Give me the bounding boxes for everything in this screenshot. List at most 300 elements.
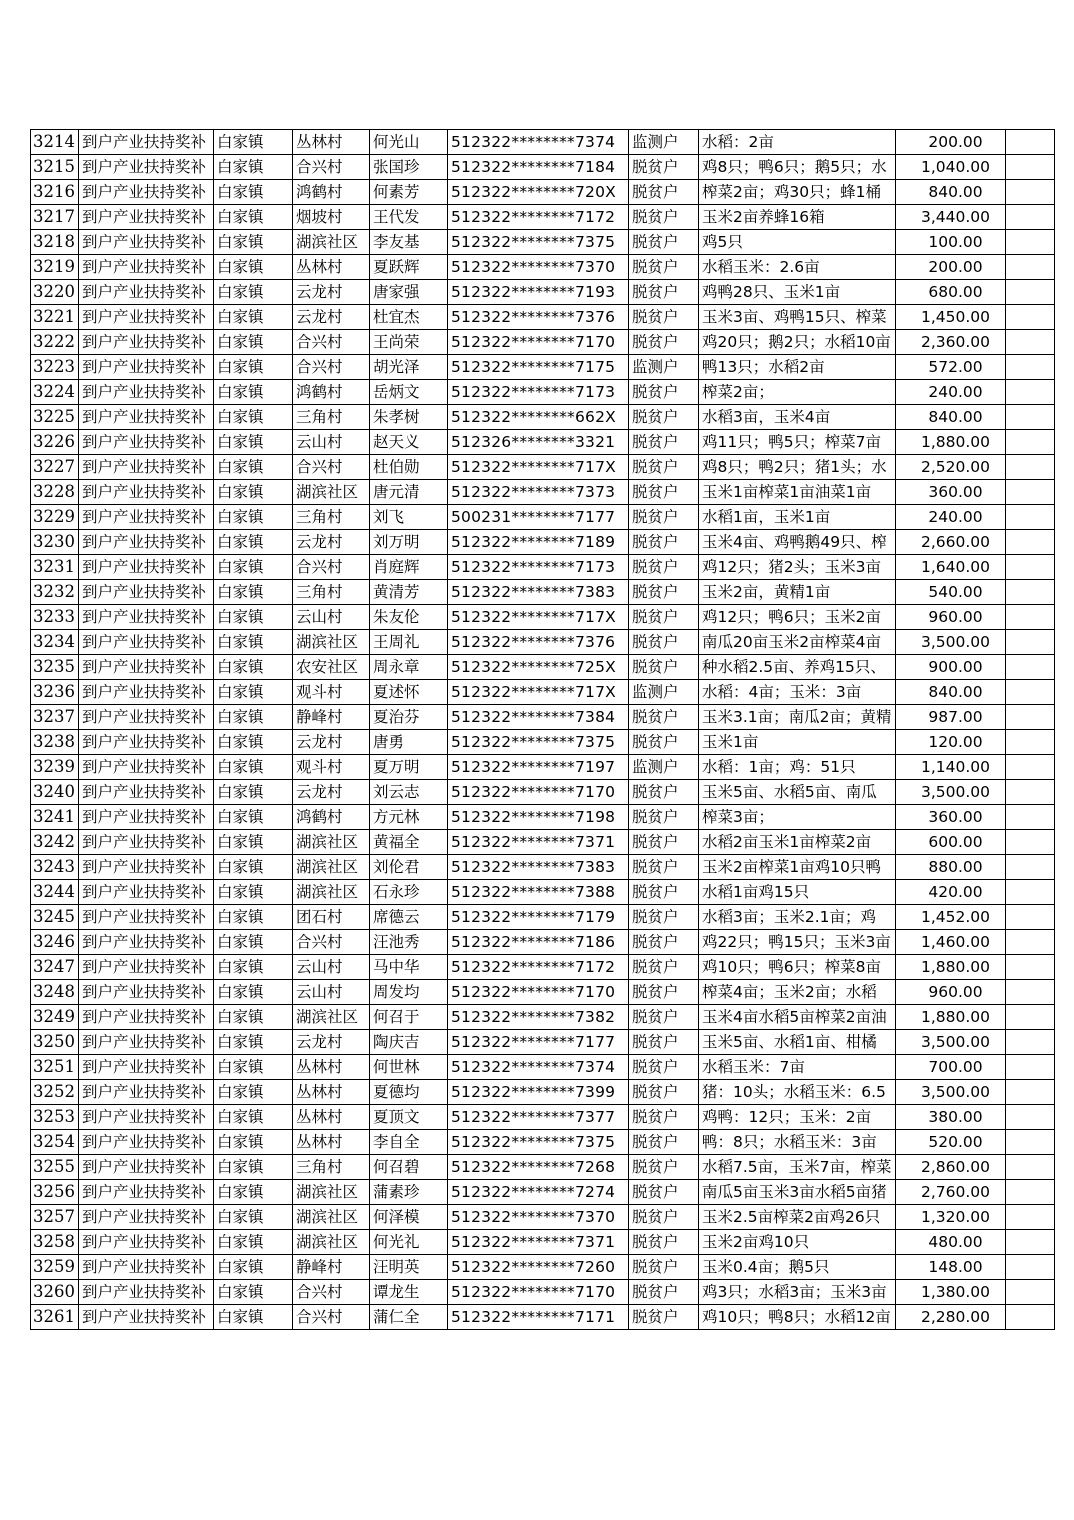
project-name-cell: 到户产业扶持奖补 <box>79 1130 214 1155</box>
amount-cell: 840.00 <box>895 405 1005 430</box>
project-name-cell: 到户产业扶持奖补 <box>79 1230 214 1255</box>
household-type-cell: 脱贫户 <box>629 1205 699 1230</box>
remark-cell <box>1005 455 1054 480</box>
industry-detail-cell: 水稻2亩玉米1亩榨菜2亩 <box>699 830 896 855</box>
village-cell: 湖滨社区 <box>293 1180 370 1205</box>
id-number-cell: 512322********7370 <box>448 255 629 280</box>
household-type-cell: 脱贫户 <box>629 1130 699 1155</box>
village-cell: 湖滨社区 <box>293 880 370 905</box>
project-name-cell: 到户产业扶持奖补 <box>79 855 214 880</box>
town-cell: 白家镇 <box>214 130 293 155</box>
village-cell: 合兴村 <box>293 455 370 480</box>
amount-cell: 1,040.00 <box>895 155 1005 180</box>
id-number-cell: 512322********7170 <box>448 330 629 355</box>
id-number-cell: 512322********725X <box>448 655 629 680</box>
amount-cell: 1,140.00 <box>895 755 1005 780</box>
amount-cell: 1,880.00 <box>895 430 1005 455</box>
person-name-cell: 王尚荣 <box>370 330 448 355</box>
project-name-cell: 到户产业扶持奖补 <box>79 1080 214 1105</box>
row-number-cell: 3218 <box>31 230 79 255</box>
id-number-cell: 512322********7388 <box>448 880 629 905</box>
id-number-cell: 512322********7274 <box>448 1180 629 1205</box>
household-type-cell: 脱贫户 <box>629 1055 699 1080</box>
town-cell: 白家镇 <box>214 1305 293 1330</box>
row-number-cell: 3261 <box>31 1305 79 1330</box>
household-type-cell: 脱贫户 <box>629 855 699 880</box>
town-cell: 白家镇 <box>214 1230 293 1255</box>
amount-cell: 540.00 <box>895 580 1005 605</box>
row-number-cell: 3243 <box>31 855 79 880</box>
industry-detail-cell: 玉米3亩、鸡鸭15只、榨菜 <box>699 305 896 330</box>
table-row <box>31 880 1055 905</box>
industry-detail-cell: 水稻7.5亩，玉米7亩，榨菜 <box>699 1155 896 1180</box>
person-name-cell: 谭龙生 <box>370 1280 448 1305</box>
row-number-cell: 3252 <box>31 1080 79 1105</box>
table-row <box>31 455 1055 480</box>
project-name-cell: 到户产业扶持奖补 <box>79 730 214 755</box>
person-name-cell: 黄清芳 <box>370 580 448 605</box>
household-type-cell: 脱贫户 <box>629 955 699 980</box>
town-cell: 白家镇 <box>214 980 293 1005</box>
household-type-cell: 脱贫户 <box>629 205 699 230</box>
id-number-cell: 500231********7177 <box>448 505 629 530</box>
project-name-cell: 到户产业扶持奖补 <box>79 255 214 280</box>
household-type-cell: 脱贫户 <box>629 380 699 405</box>
person-name-cell: 肖庭辉 <box>370 555 448 580</box>
table-row <box>31 1230 1055 1255</box>
row-number-cell: 3254 <box>31 1130 79 1155</box>
industry-detail-cell: 鸡10只；鸭6只；榨菜8亩 <box>699 955 896 980</box>
village-cell: 合兴村 <box>293 330 370 355</box>
town-cell: 白家镇 <box>214 780 293 805</box>
row-number-cell: 3232 <box>31 580 79 605</box>
village-cell: 云山村 <box>293 605 370 630</box>
table-row <box>31 405 1055 430</box>
id-number-cell: 512322********7175 <box>448 355 629 380</box>
village-cell: 合兴村 <box>293 555 370 580</box>
person-name-cell: 夏治芬 <box>370 705 448 730</box>
table-row <box>31 1005 1055 1030</box>
id-number-cell: 512322********7382 <box>448 1005 629 1030</box>
town-cell: 白家镇 <box>214 855 293 880</box>
industry-detail-cell: 鸭13只；水稻2亩 <box>699 355 896 380</box>
project-name-cell: 到户产业扶持奖补 <box>79 1005 214 1030</box>
amount-cell: 1,880.00 <box>895 955 1005 980</box>
village-cell: 云龙村 <box>293 730 370 755</box>
village-cell: 农安社区 <box>293 655 370 680</box>
household-type-cell: 脱贫户 <box>629 1280 699 1305</box>
amount-cell: 360.00 <box>895 805 1005 830</box>
amount-cell: 960.00 <box>895 980 1005 1005</box>
village-cell: 鸿鹤村 <box>293 380 370 405</box>
table-row <box>31 930 1055 955</box>
remark-cell <box>1005 930 1054 955</box>
town-cell: 白家镇 <box>214 180 293 205</box>
person-name-cell: 杜伯勋 <box>370 455 448 480</box>
remark-cell <box>1005 130 1054 155</box>
row-number-cell: 3239 <box>31 755 79 780</box>
person-name-cell: 石永珍 <box>370 880 448 905</box>
industry-detail-cell: 南瓜20亩玉米2亩榨菜4亩 <box>699 630 896 655</box>
amount-cell: 120.00 <box>895 730 1005 755</box>
id-number-cell: 512322********7170 <box>448 980 629 1005</box>
row-number-cell: 3248 <box>31 980 79 1005</box>
industry-detail-cell: 鸡鸭28只、玉米1亩 <box>699 280 896 305</box>
id-number-cell: 512326********3321 <box>448 430 629 455</box>
industry-detail-cell: 鸡鸭：12只；玉米：2亩 <box>699 1105 896 1130</box>
table-row <box>31 730 1055 755</box>
project-name-cell: 到户产业扶持奖补 <box>79 505 214 530</box>
table-row <box>31 655 1055 680</box>
row-number-cell: 3253 <box>31 1105 79 1130</box>
household-type-cell: 脱贫户 <box>629 655 699 680</box>
village-cell: 鸿鹤村 <box>293 805 370 830</box>
household-type-cell: 脱贫户 <box>629 155 699 180</box>
industry-detail-cell: 玉米1亩榨菜1亩油菜1亩 <box>699 480 896 505</box>
table-row <box>31 580 1055 605</box>
amount-cell: 600.00 <box>895 830 1005 855</box>
remark-cell <box>1005 630 1054 655</box>
village-cell: 合兴村 <box>293 355 370 380</box>
remark-cell <box>1005 755 1054 780</box>
project-name-cell: 到户产业扶持奖补 <box>79 230 214 255</box>
project-name-cell: 到户产业扶持奖补 <box>79 130 214 155</box>
project-name-cell: 到户产业扶持奖补 <box>79 1030 214 1055</box>
table-row <box>31 555 1055 580</box>
remark-cell <box>1005 430 1054 455</box>
village-cell: 丛林村 <box>293 1055 370 1080</box>
household-type-cell: 监测户 <box>629 680 699 705</box>
amount-cell: 2,520.00 <box>895 455 1005 480</box>
table-row <box>31 980 1055 1005</box>
table-row <box>31 505 1055 530</box>
household-type-cell: 脱贫户 <box>629 180 699 205</box>
amount-cell: 3,500.00 <box>895 780 1005 805</box>
table-row <box>31 1130 1055 1155</box>
town-cell: 白家镇 <box>214 1005 293 1030</box>
town-cell: 白家镇 <box>214 430 293 455</box>
table-row <box>31 255 1055 280</box>
village-cell: 云龙村 <box>293 780 370 805</box>
person-name-cell: 马中华 <box>370 955 448 980</box>
amount-cell: 3,500.00 <box>895 1080 1005 1105</box>
industry-detail-cell: 水稻：1亩；鸡：51只 <box>699 755 896 780</box>
project-name-cell: 到户产业扶持奖补 <box>79 455 214 480</box>
id-number-cell: 512322********7374 <box>448 1055 629 1080</box>
industry-detail-cell: 玉米1亩 <box>699 730 896 755</box>
household-type-cell: 脱贫户 <box>629 580 699 605</box>
household-type-cell: 脱贫户 <box>629 305 699 330</box>
id-number-cell: 512322********7177 <box>448 1030 629 1055</box>
project-name-cell: 到户产业扶持奖补 <box>79 805 214 830</box>
household-type-cell: 脱贫户 <box>629 530 699 555</box>
row-number-cell: 3214 <box>31 130 79 155</box>
project-name-cell: 到户产业扶持奖补 <box>79 930 214 955</box>
amount-cell: 1,640.00 <box>895 555 1005 580</box>
village-cell: 三角村 <box>293 405 370 430</box>
table-row <box>31 380 1055 405</box>
remark-cell <box>1005 380 1054 405</box>
amount-cell: 1,450.00 <box>895 305 1005 330</box>
person-name-cell: 蒲仁全 <box>370 1305 448 1330</box>
row-number-cell: 3219 <box>31 255 79 280</box>
town-cell: 白家镇 <box>214 1130 293 1155</box>
project-name-cell: 到户产业扶持奖补 <box>79 1255 214 1280</box>
person-name-cell: 何素芳 <box>370 180 448 205</box>
id-number-cell: 512322********7371 <box>448 1230 629 1255</box>
village-cell: 丛林村 <box>293 255 370 280</box>
village-cell: 三角村 <box>293 580 370 605</box>
project-name-cell: 到户产业扶持奖补 <box>79 705 214 730</box>
remark-cell <box>1005 1005 1054 1030</box>
village-cell: 静峰村 <box>293 705 370 730</box>
town-cell: 白家镇 <box>214 330 293 355</box>
town-cell: 白家镇 <box>214 555 293 580</box>
table-row <box>31 1180 1055 1205</box>
household-type-cell: 监测户 <box>629 130 699 155</box>
industry-detail-cell: 玉米2亩鸡10只 <box>699 1230 896 1255</box>
table-row <box>31 305 1055 330</box>
row-number-cell: 3256 <box>31 1180 79 1205</box>
amount-cell: 572.00 <box>895 355 1005 380</box>
id-number-cell: 512322********7374 <box>448 130 629 155</box>
remark-cell <box>1005 405 1054 430</box>
row-number-cell: 3259 <box>31 1255 79 1280</box>
project-name-cell: 到户产业扶持奖补 <box>79 830 214 855</box>
town-cell: 白家镇 <box>214 930 293 955</box>
project-name-cell: 到户产业扶持奖补 <box>79 780 214 805</box>
town-cell: 白家镇 <box>214 455 293 480</box>
id-number-cell: 512322********7170 <box>448 780 629 805</box>
industry-detail-cell: 水稻3亩，玉米4亩 <box>699 405 896 430</box>
remark-cell <box>1005 730 1054 755</box>
amount-cell: 880.00 <box>895 855 1005 880</box>
remark-cell <box>1005 280 1054 305</box>
id-number-cell: 512322********7268 <box>448 1155 629 1180</box>
industry-detail-cell: 鸡12只；猪2头；玉米3亩 <box>699 555 896 580</box>
id-number-cell: 512322********7376 <box>448 305 629 330</box>
project-name-cell: 到户产业扶持奖补 <box>79 355 214 380</box>
row-number-cell: 3237 <box>31 705 79 730</box>
village-cell: 湖滨社区 <box>293 855 370 880</box>
remark-cell <box>1005 905 1054 930</box>
household-type-cell: 脱贫户 <box>629 730 699 755</box>
id-number-cell: 512322********7376 <box>448 630 629 655</box>
town-cell: 白家镇 <box>214 1155 293 1180</box>
household-type-cell: 脱贫户 <box>629 630 699 655</box>
remark-cell <box>1005 330 1054 355</box>
table-row <box>31 705 1055 730</box>
household-type-cell: 脱贫户 <box>629 405 699 430</box>
row-number-cell: 3215 <box>31 155 79 180</box>
person-name-cell: 刘伦君 <box>370 855 448 880</box>
remark-cell <box>1005 955 1054 980</box>
industry-detail-cell: 玉米2亩榨菜1亩鸡10只鸭 <box>699 855 896 880</box>
project-name-cell: 到户产业扶持奖补 <box>79 1180 214 1205</box>
town-cell: 白家镇 <box>214 1255 293 1280</box>
row-number-cell: 3235 <box>31 655 79 680</box>
person-name-cell: 周永章 <box>370 655 448 680</box>
person-name-cell: 唐元清 <box>370 480 448 505</box>
row-number-cell: 3241 <box>31 805 79 830</box>
industry-detail-cell: 玉米4亩水稻5亩榨菜2亩油 <box>699 1005 896 1030</box>
household-type-cell: 脱贫户 <box>629 1180 699 1205</box>
person-name-cell: 席德云 <box>370 905 448 930</box>
table-row <box>31 630 1055 655</box>
person-name-cell: 汪明英 <box>370 1255 448 1280</box>
industry-detail-cell: 榨菜2亩；鸡30只；蜂1桶 <box>699 180 896 205</box>
town-cell: 白家镇 <box>214 755 293 780</box>
industry-detail-cell: 种水稻2.5亩、养鸡15只、 <box>699 655 896 680</box>
village-cell: 云山村 <box>293 980 370 1005</box>
industry-detail-cell: 水稻1亩鸡15只 <box>699 880 896 905</box>
row-number-cell: 3229 <box>31 505 79 530</box>
household-type-cell: 脱贫户 <box>629 880 699 905</box>
project-name-cell: 到户产业扶持奖补 <box>79 1055 214 1080</box>
person-name-cell: 刘云志 <box>370 780 448 805</box>
household-type-cell: 监测户 <box>629 755 699 780</box>
row-number-cell: 3223 <box>31 355 79 380</box>
id-number-cell: 512322********7384 <box>448 705 629 730</box>
village-cell: 云龙村 <box>293 530 370 555</box>
household-type-cell: 脱贫户 <box>629 1155 699 1180</box>
person-name-cell: 黄福全 <box>370 830 448 855</box>
row-number-cell: 3230 <box>31 530 79 555</box>
town-cell: 白家镇 <box>214 1055 293 1080</box>
household-type-cell: 脱贫户 <box>629 605 699 630</box>
industry-detail-cell: 鸡20只；鹅2只；水稻10亩 <box>699 330 896 355</box>
project-name-cell: 到户产业扶持奖补 <box>79 305 214 330</box>
amount-cell: 987.00 <box>895 705 1005 730</box>
amount-cell: 240.00 <box>895 505 1005 530</box>
industry-detail-cell: 鸡5只 <box>699 230 896 255</box>
household-type-cell: 脱贫户 <box>629 1230 699 1255</box>
industry-detail-cell: 鸡11只；鸭5只；榨菜7亩 <box>699 430 896 455</box>
amount-cell: 3,500.00 <box>895 630 1005 655</box>
village-cell: 湖滨社区 <box>293 1230 370 1255</box>
village-cell: 云龙村 <box>293 1030 370 1055</box>
amount-cell: 200.00 <box>895 130 1005 155</box>
amount-cell: 680.00 <box>895 280 1005 305</box>
table-row <box>31 680 1055 705</box>
id-number-cell: 512322********7197 <box>448 755 629 780</box>
person-name-cell: 张国珍 <box>370 155 448 180</box>
remark-cell <box>1005 155 1054 180</box>
industry-detail-cell: 鸡8只；鸭2只；猪1头；水 <box>699 455 896 480</box>
table-row <box>31 430 1055 455</box>
village-cell: 湖滨社区 <box>293 630 370 655</box>
village-cell: 湖滨社区 <box>293 1205 370 1230</box>
remark-cell <box>1005 1105 1054 1130</box>
table-row <box>31 530 1055 555</box>
project-name-cell: 到户产业扶持奖补 <box>79 405 214 430</box>
village-cell: 湖滨社区 <box>293 480 370 505</box>
id-number-cell: 512322********7260 <box>448 1255 629 1280</box>
remark-cell <box>1005 655 1054 680</box>
project-name-cell: 到户产业扶持奖补 <box>79 1280 214 1305</box>
row-number-cell: 3258 <box>31 1230 79 1255</box>
amount-cell: 380.00 <box>895 1105 1005 1130</box>
industry-detail-cell: 鸡3只；水稻3亩；玉米3亩 <box>699 1280 896 1305</box>
town-cell: 白家镇 <box>214 255 293 280</box>
project-name-cell: 到户产业扶持奖补 <box>79 555 214 580</box>
amount-cell: 148.00 <box>895 1255 1005 1280</box>
household-type-cell: 脱贫户 <box>629 1005 699 1030</box>
industry-detail-cell: 玉米2亩养蜂16箱 <box>699 205 896 230</box>
amount-cell: 1,452.00 <box>895 905 1005 930</box>
village-cell: 湖滨社区 <box>293 230 370 255</box>
id-number-cell: 512322********7198 <box>448 805 629 830</box>
remark-cell <box>1005 205 1054 230</box>
town-cell: 白家镇 <box>214 155 293 180</box>
table-row <box>31 855 1055 880</box>
id-number-cell: 512322********7189 <box>448 530 629 555</box>
row-number-cell: 3245 <box>31 905 79 930</box>
project-name-cell: 到户产业扶持奖补 <box>79 205 214 230</box>
project-name-cell: 到户产业扶持奖补 <box>79 755 214 780</box>
table-row <box>31 605 1055 630</box>
household-type-cell: 脱贫户 <box>629 705 699 730</box>
project-name-cell: 到户产业扶持奖补 <box>79 380 214 405</box>
remark-cell <box>1005 805 1054 830</box>
village-cell: 合兴村 <box>293 1305 370 1330</box>
village-cell: 观斗村 <box>293 755 370 780</box>
industry-detail-cell: 玉米4亩、鸡鸭鹅49只、榨 <box>699 530 896 555</box>
table-row <box>31 330 1055 355</box>
project-name-cell: 到户产业扶持奖补 <box>79 880 214 905</box>
remark-cell <box>1005 555 1054 580</box>
person-name-cell: 王周礼 <box>370 630 448 655</box>
person-name-cell: 何光山 <box>370 130 448 155</box>
village-cell: 云山村 <box>293 430 370 455</box>
industry-detail-cell: 南瓜5亩玉米3亩水稻5亩猪 <box>699 1180 896 1205</box>
row-number-cell: 3220 <box>31 280 79 305</box>
amount-cell: 520.00 <box>895 1130 1005 1155</box>
table-row <box>31 155 1055 180</box>
town-cell: 白家镇 <box>214 1030 293 1055</box>
id-number-cell: 512322********7375 <box>448 1130 629 1155</box>
person-name-cell: 朱友伦 <box>370 605 448 630</box>
town-cell: 白家镇 <box>214 805 293 830</box>
amount-cell: 420.00 <box>895 880 1005 905</box>
table-row <box>31 1080 1055 1105</box>
amount-cell: 700.00 <box>895 1055 1005 1080</box>
row-number-cell: 3246 <box>31 930 79 955</box>
remark-cell <box>1005 980 1054 1005</box>
id-number-cell: 512322********7170 <box>448 1280 629 1305</box>
remark-cell <box>1005 1080 1054 1105</box>
remark-cell <box>1005 1280 1054 1305</box>
town-cell: 白家镇 <box>214 580 293 605</box>
table-row <box>31 480 1055 505</box>
row-number-cell: 3249 <box>31 1005 79 1030</box>
remark-cell <box>1005 605 1054 630</box>
id-number-cell: 512322********7172 <box>448 205 629 230</box>
project-name-cell: 到户产业扶持奖补 <box>79 280 214 305</box>
id-number-cell: 512322********7179 <box>448 905 629 930</box>
table-row <box>31 130 1055 155</box>
person-name-cell: 胡光泽 <box>370 355 448 380</box>
industry-detail-cell: 鸡12只；鸭6只；玉米2亩 <box>699 605 896 630</box>
household-type-cell: 脱贫户 <box>629 905 699 930</box>
row-number-cell: 3236 <box>31 680 79 705</box>
table-row <box>31 1205 1055 1230</box>
remark-cell <box>1005 255 1054 280</box>
town-cell: 白家镇 <box>214 230 293 255</box>
id-number-cell: 512322********7171 <box>448 1305 629 1330</box>
person-name-cell: 岳炳文 <box>370 380 448 405</box>
industry-detail-cell: 鸡10只；鸭8只；水稻12亩 <box>699 1305 896 1330</box>
